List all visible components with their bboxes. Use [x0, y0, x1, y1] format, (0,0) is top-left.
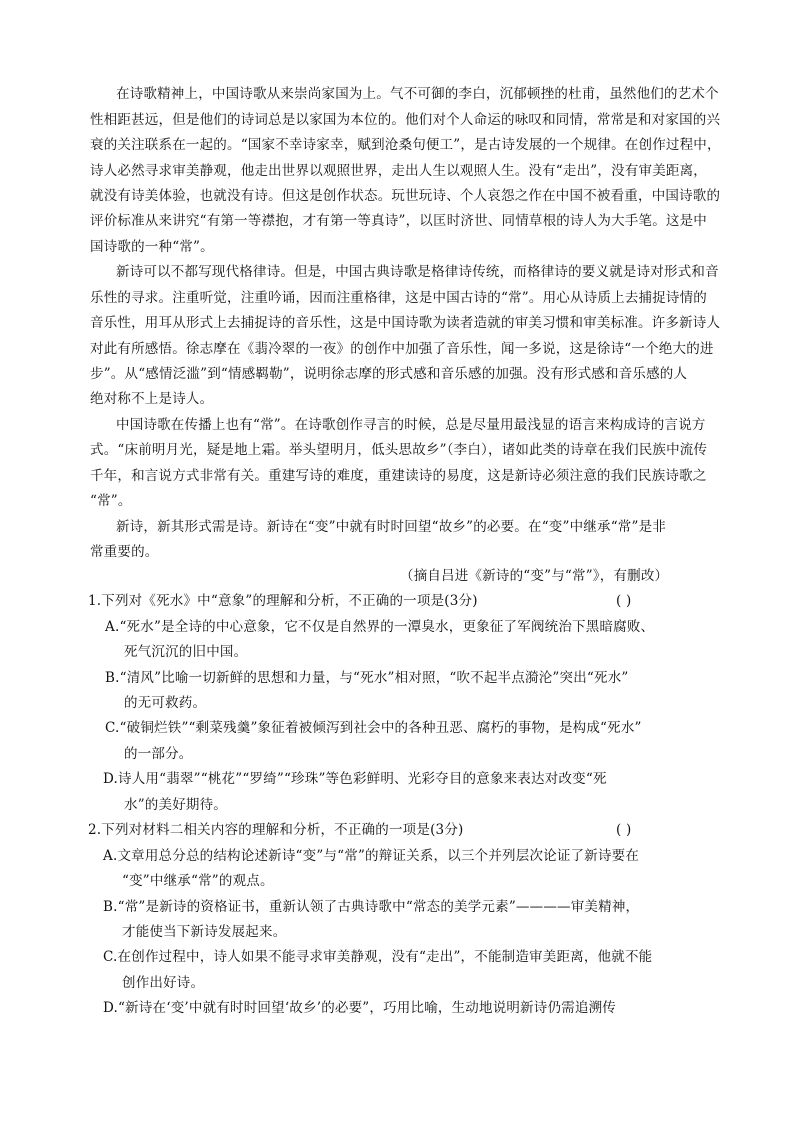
passage-p2-line: 音乐性，用耳从形式上去捕捉诗的音乐性，这是中国诗歌为读者造就的审美习惯和审美标准。许多新诗人	[90, 315, 721, 331]
question-1-option-a-cont: 死气沉沉的旧中国。	[124, 644, 248, 660]
passage-source: （摘自吕进《新诗的“变”与“常”》，有删改）	[400, 568, 669, 584]
question-2-option-a[interactable]: A.文章用总分总的结构论述新诗“变”与“常”的辩证关系，以三个并列层次论证了新诗要在	[103, 848, 640, 864]
question-1-option-b-cont: 的无可救药。	[124, 695, 207, 711]
question-1-stem: 1.下列对《死水》中“意象”的理解和分析，不正确的一项是(3分)	[88, 593, 478, 609]
question-2-option-a-cont: “变”中继承“常”的观点。	[122, 873, 274, 889]
question-2-option-c[interactable]: C.在创作过程中，诗人如果不能寻求审美静观，没有“走出”，不能制造审美距离，他就不能	[103, 949, 653, 965]
question-1-option-d[interactable]: D.诗人用“翡翠”“桃花”“罗绮”“珍珠”等色彩鲜明、光彩夺目的意象来表达对改变“死	[103, 771, 607, 787]
passage-p3-line: 式。“床前明月光，疑是地上霜。举头望明月，低头思故乡”（李白），诸如此类的诗章在我们民族中流传	[90, 442, 708, 458]
question-2-option-b[interactable]: B.“常”是新诗的资格证书，重新认领了古典诗歌中“常态的美学元素”————审美精神，	[103, 899, 640, 915]
question-1-option-a[interactable]: A.“死水”是全诗的中心意象，它不仅是自然界的一潭臭水，更象征了军阀统治下黑暗腐败、	[105, 619, 655, 635]
passage-p1-line: 性相距甚远，但是他们的诗词总是以家国为本位的。他们对个人命运的咏叹和同情，常常是和对家国的兴	[90, 112, 721, 128]
question-1-option-d-cont: 水”的美好期待。	[124, 797, 228, 813]
question-1-answer-bracket[interactable]: ( )	[616, 593, 632, 609]
passage-p2-line: 乐性的寻求。注重听觉，注重吟诵，因而注重格律，这是中国古诗的“常”。用心从诗质上去捕捉诗情的	[90, 290, 708, 306]
passage-p4-line: 常重要的。	[90, 544, 159, 560]
passage-p3-line: 千年，和言说方式非常有关。重建写诗的难度，重建读诗的易度，这是新诗必须注意的我们民族诗歌之	[90, 468, 707, 484]
question-2-option-b-cont: 才能使当下新诗发展起来。	[122, 924, 287, 940]
passage-p1-line: 在诗歌精神上，中国诗歌从来崇尚家国为上。气不可御的李白，沉郁顿挫的杜甫，虽然他们的艺术个	[116, 86, 719, 102]
passage-p2-line: 绝对称不上是诗人。	[90, 391, 214, 407]
passage-p3-line: 中国诗歌在传播上也有“常”。在诗歌创作寻言的时候，总是尽量用最浅显的语言来构成诗的言说方	[116, 417, 706, 433]
passage-p3-line: “常”。	[90, 493, 132, 509]
passage-p2-line: 新诗可以不都写现代格律诗。但是，中国古典诗歌是格律诗传统，而格律诗的要义就是诗对形式和音	[116, 264, 719, 280]
passage-p1-line: 国诗歌的一种“常”。	[90, 239, 214, 255]
question-1-option-c-cont: 的一部分。	[124, 746, 193, 762]
question-1-option-c[interactable]: C.“破铜烂铁”“剩菜残羹”象征着被倾泻到社会中的各种丑恶、腐朽的事物，是构成“死水”	[105, 720, 642, 736]
passage-p1-line: 诗人必然寻求审美静观，他走出世界以观照世界，走出人生以观照人生。没有“走出”，没有审美距离，	[90, 163, 708, 179]
passage-p2-line: 步”。从“感情泛滥”到“情感羁勒”，说明徐志摩的形式感和音乐感的加强。没有形式感和音乐感的人	[90, 366, 688, 382]
question-2-option-c-cont: 创作出好诗。	[122, 975, 205, 991]
passage-p1-line: 就没有诗美体验，也就没有诗。但这是创作状态。玩世玩诗、个人哀怨之作在中国不被看重，中国诗歌的	[90, 188, 721, 204]
passage-p2-line: 对此有所感悟。徐志摩在《翡冷翠的一夜》的创作中加强了音乐性，闻一多说，这是徐诗“一个绝大的进	[90, 341, 714, 357]
passage-p4-line: 新诗，新其形式需是诗。新诗在“变”中就有时时回望“故乡”的必要。在“变”中继承“常”是非	[116, 519, 667, 535]
question-2-answer-bracket[interactable]: ( )	[616, 822, 632, 838]
passage-p1-line: 评价标准从来讲究“有第一等襟抱，才有第一等真诗”，以匡时济世、同情草根的诗人为大手笔。这是中	[90, 213, 708, 229]
question-2-stem: 2.下列对材料二相关内容的理解和分析，不正确的一项是(3分)	[88, 822, 464, 838]
question-2-option-d[interactable]: D.“新诗在‘变’中就有时时回望‘故乡’的必要”，巧用比喻，生动地说明新诗仍需追溯传	[103, 1000, 617, 1016]
passage-p1-line: 衰的关注联系在一起的。“国家不幸诗家幸，赋到沧桑句便工”，是古诗发展的一个规律。在创作过程中，	[90, 137, 721, 153]
question-1-option-b[interactable]: B.“清风”比喻一切新鲜的思想和力量，与“死水”相对照，“吹不起半点漪沦”突出“死水”	[105, 670, 629, 686]
